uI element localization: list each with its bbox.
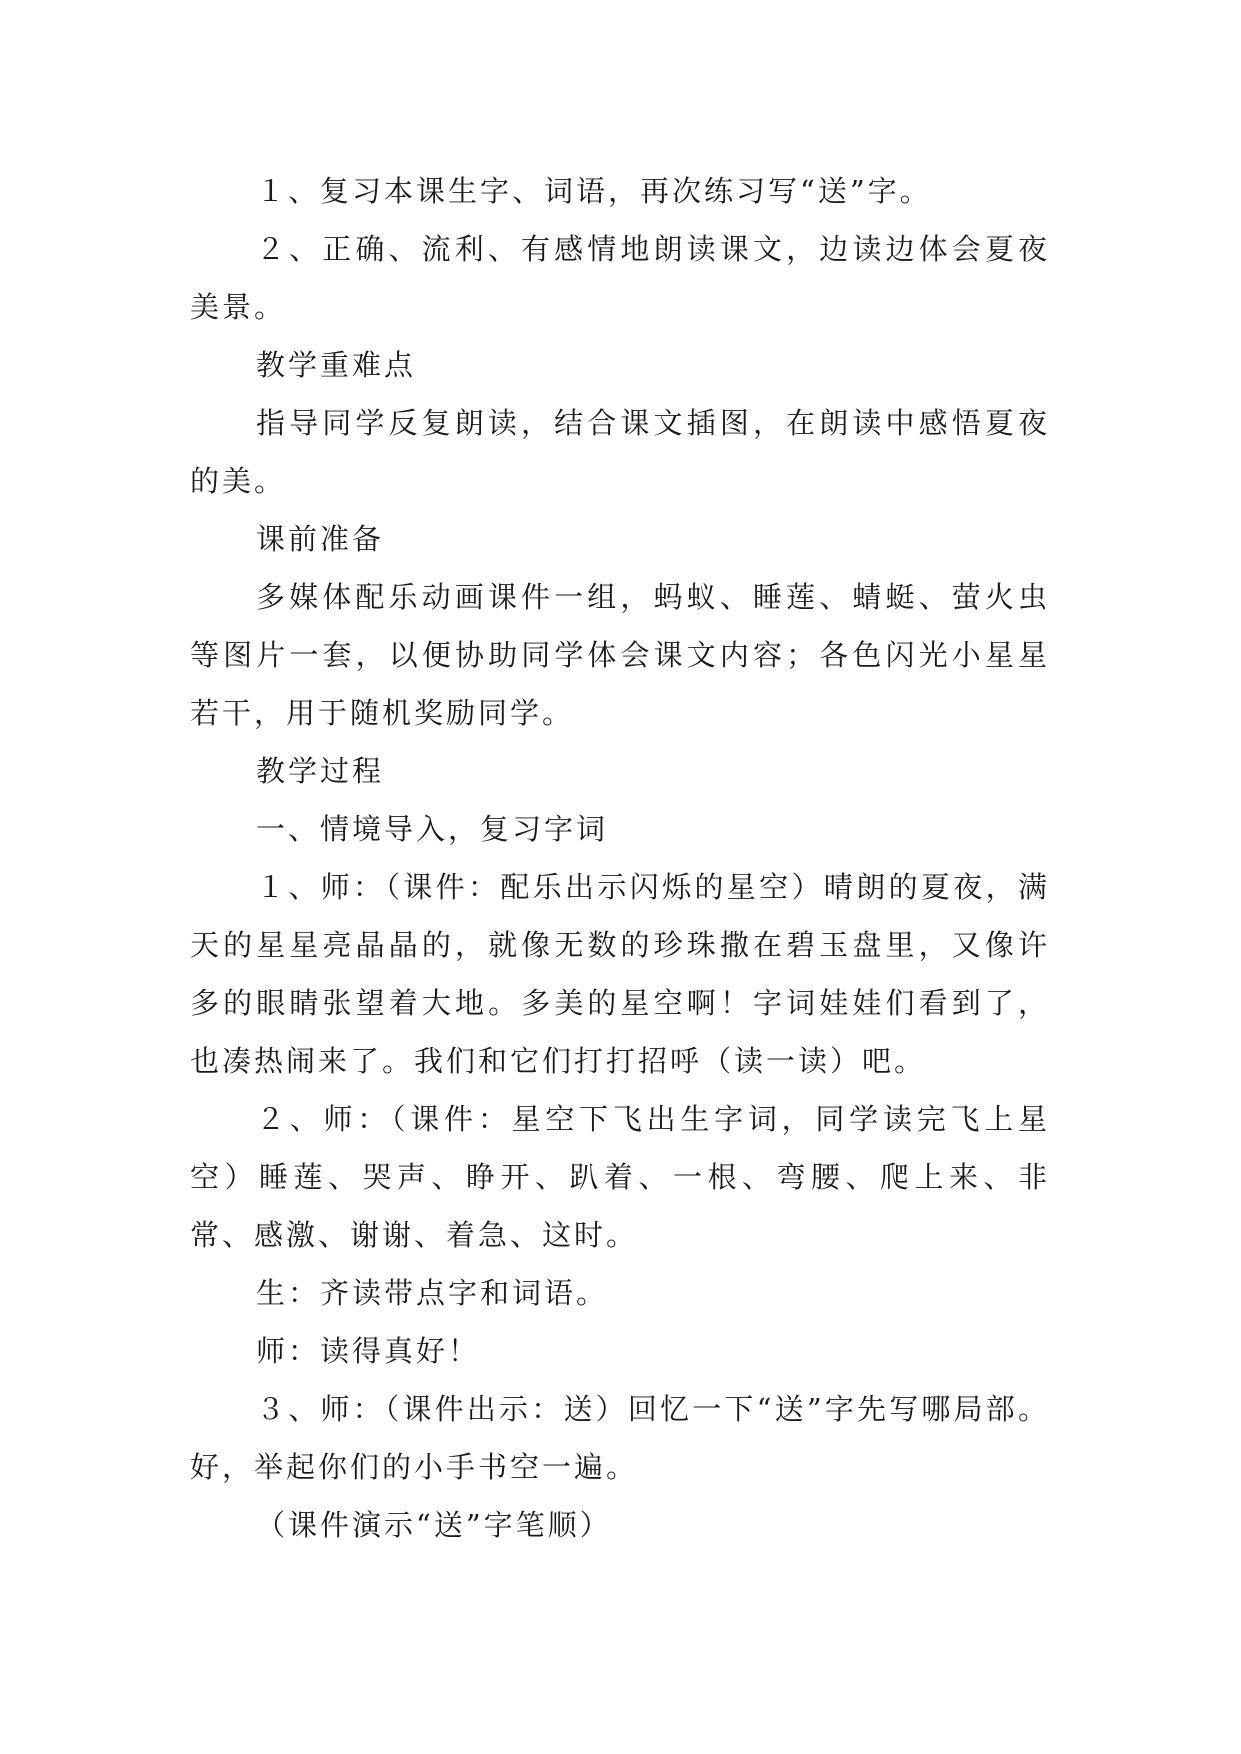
step-2: ２、师：（课件：星空下飞出生字词，同学读完飞上星空）睡莲、哭声、睁开、趴着、一根、弯腰、爬上来、非常、感激、谢谢、着急、这时。 — [190, 1102, 1050, 1252]
key-points-text: 指导同学反复朗读，结合课文插图，在朗读中感悟夏夜的美。 — [190, 406, 1050, 498]
heading-preparation: 课前准备 — [256, 522, 385, 556]
courseware-note: （课件演示“送”字笔顺） — [256, 1508, 612, 1542]
objective-2: ２、正确、流利、有感情地朗读课文，边读边体会夏夜美景。 — [190, 232, 1050, 324]
heading-process: 教学过程 — [256, 754, 385, 788]
section-1-title: 一、情境导入，复习字词 — [256, 812, 609, 846]
preparation-text: 多媒体配乐动画课件一组，蚂蚁、睡莲、蜻蜓、萤火虫等图片一套，以便协助同学体会课文内容；各色闪光小星星若干，用于随机奖励同学。 — [190, 580, 1050, 730]
document-body — [190, 162, 1050, 1554]
objective-1: １、复习本课生字、词语，再次练习写“送”字。 — [256, 174, 932, 208]
heading-key-points: 教学重难点 — [256, 348, 417, 382]
step-3: ３、师：（课件出示：送）回忆一下“送”字先写哪局部。好，举起你们的小手书空一遍。 — [190, 1392, 1050, 1484]
step-1: １、师：（课件：配乐出示闪烁的星空）晴朗的夏夜，满天的星星亮晶晶的，就像无数的珍珠撒在碧玉盘里，又像许多的眼睛张望着大地。多美的星空啊！字词娃娃们看到了，也凑热闹来了。我们和它们打打招呼（读一读）吧。 — [190, 870, 1050, 1078]
student-response: 生：齐读带点字和词语。 — [256, 1276, 609, 1310]
teacher-praise: 师：读得真好！ — [256, 1334, 481, 1368]
